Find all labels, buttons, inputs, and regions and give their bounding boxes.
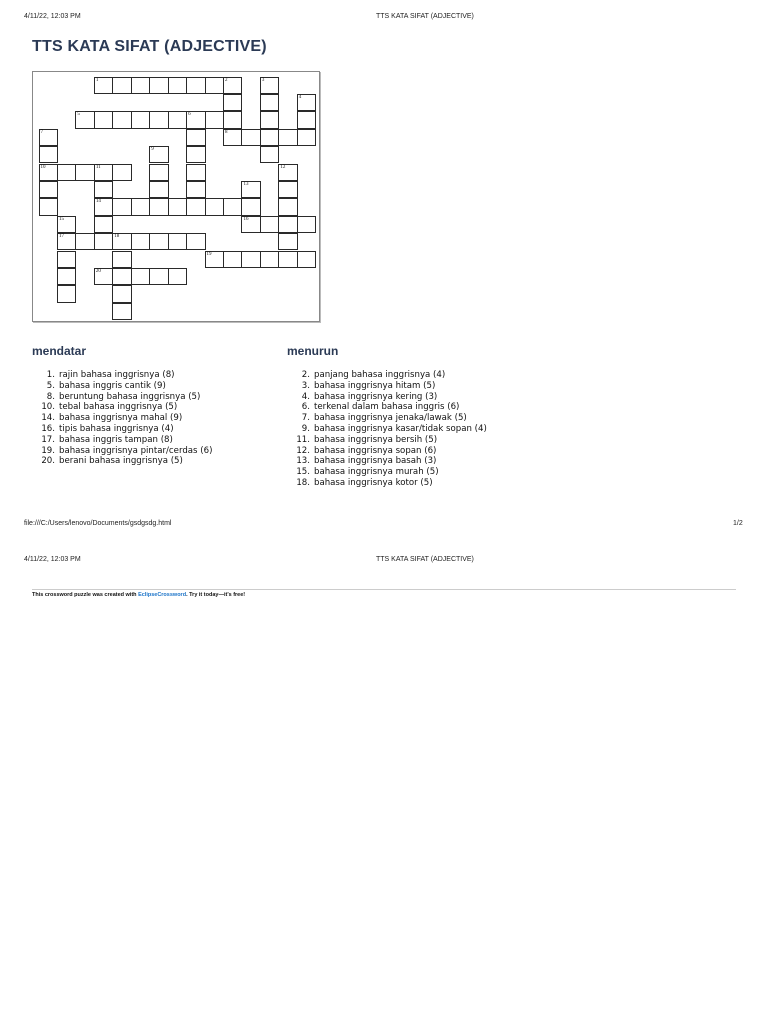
clue-number: 7. bbox=[301, 413, 310, 424]
clue-number: 13. bbox=[296, 456, 310, 467]
clue-item bbox=[32, 456, 272, 467]
puzzle-title: TTS KATA SIFAT (ADJECTIVE) bbox=[32, 38, 267, 55]
eclipsecrossword-link[interactable]: EclipseCrossword bbox=[138, 592, 187, 598]
clue-text: tebal bahasa inggrisnya (5) bbox=[59, 402, 178, 413]
clue-text: terkenal dalam bahasa inggris (6) bbox=[314, 402, 460, 413]
clue-item bbox=[32, 392, 272, 403]
clue-number: 12. bbox=[296, 445, 310, 456]
clue-number: 20. bbox=[41, 456, 55, 467]
clue-text: bahasa inggrisnya jenaka/lawak (5) bbox=[314, 413, 467, 424]
clue-text: tipis bahasa inggrisnya (4) bbox=[59, 423, 174, 434]
clue-item bbox=[287, 435, 492, 446]
page2-datetime: 4/11/22, 12:03 PM bbox=[24, 556, 81, 563]
clue-number: 9. bbox=[301, 423, 310, 434]
crossword-frame bbox=[32, 71, 320, 322]
clue-text: bahasa inggrisnya basah (3) bbox=[314, 456, 437, 467]
clue-text: berani bahasa inggrisnya (5) bbox=[59, 456, 183, 467]
clue-text: bahasa inggrisnya kotor (5) bbox=[314, 477, 433, 488]
clue-item bbox=[287, 456, 492, 467]
clue-number: 14. bbox=[41, 413, 55, 424]
clue-number: 15. bbox=[296, 467, 310, 478]
cell-number: 15 bbox=[58, 216, 64, 222]
cell-number: 7 bbox=[40, 129, 43, 135]
print-doc-title: TTS KATA SIFAT (ADJECTIVE) bbox=[376, 13, 474, 20]
cell-number: 14 bbox=[95, 199, 101, 205]
cell-number: 2 bbox=[225, 77, 228, 83]
clue-item bbox=[287, 424, 492, 435]
cell-number: 13 bbox=[243, 181, 249, 187]
cell-number: 19 bbox=[206, 251, 212, 257]
clue-item bbox=[287, 413, 492, 424]
across-heading: mendatar bbox=[32, 344, 87, 358]
clue-item bbox=[32, 402, 272, 413]
clue-text: bahasa inggrisnya murah (5) bbox=[314, 467, 439, 478]
clue-number: 17. bbox=[41, 434, 55, 445]
clue-number: 18. bbox=[296, 477, 310, 488]
cell-number: 8 bbox=[225, 129, 228, 135]
cell-number: 10 bbox=[40, 164, 46, 170]
page2-doc-title: TTS KATA SIFAT (ADJECTIVE) bbox=[376, 556, 474, 563]
clue-item bbox=[287, 381, 492, 392]
clue-number: 11. bbox=[296, 434, 310, 445]
clue-number: 8. bbox=[46, 391, 55, 402]
cell-number: 4 bbox=[298, 94, 302, 100]
clue-item bbox=[32, 370, 272, 381]
cell-number: 16 bbox=[243, 216, 249, 222]
clue-number: 4. bbox=[301, 391, 310, 402]
clue-number: 2. bbox=[301, 370, 310, 380]
clue-number: 5. bbox=[46, 380, 55, 391]
clue-text: bahasa inggrisnya sopan (6) bbox=[314, 445, 437, 456]
print-file-path: file:///C:/Users/lenovo/Documents/gsdgsdg.html bbox=[24, 520, 172, 527]
clue-text: bahasa inggris cantik (9) bbox=[59, 380, 166, 391]
clue-item bbox=[287, 402, 492, 413]
clue-text: bahasa inggrisnya mahal (9) bbox=[59, 413, 183, 424]
clue-item bbox=[32, 424, 272, 435]
down-clue-list bbox=[287, 370, 492, 489]
clue-text: panjang bahasa inggrisnya (4) bbox=[314, 370, 446, 380]
clue-text: bahasa inggrisnya kering (3) bbox=[314, 391, 438, 402]
cell-number: 1 bbox=[95, 77, 99, 83]
cell-number: 18 bbox=[114, 234, 120, 240]
cell-number: 17 bbox=[58, 234, 64, 240]
cell-number: 11 bbox=[95, 164, 101, 170]
clue-text: rajin bahasa inggrisnya (8) bbox=[59, 370, 175, 380]
print-datetime: 4/11/22, 12:03 PM bbox=[24, 13, 81, 20]
clue-number: 6. bbox=[301, 402, 310, 413]
clue-text: beruntung bahasa inggrisnya (5) bbox=[59, 391, 201, 402]
clue-text: bahasa inggrisnya pintar/cerdas (6) bbox=[59, 445, 213, 456]
clue-item bbox=[32, 435, 272, 446]
clue-text: bahasa inggrisnya hitam (5) bbox=[314, 380, 436, 391]
clue-item bbox=[287, 446, 492, 457]
cell-number: 20 bbox=[95, 268, 101, 274]
clue-number: 1. bbox=[46, 370, 55, 380]
clue-number: 19. bbox=[41, 445, 55, 456]
down-heading: menurun bbox=[287, 344, 339, 358]
cell-number: 9 bbox=[151, 147, 154, 153]
clue-item bbox=[287, 392, 492, 403]
cell-number: 5 bbox=[77, 112, 80, 118]
clue-item bbox=[32, 381, 272, 392]
credit-line bbox=[32, 592, 245, 598]
clue-item bbox=[32, 413, 272, 424]
cell-number: 3 bbox=[261, 77, 265, 83]
clue-item bbox=[32, 446, 272, 457]
clue-text: bahasa inggrisnya kasar/tidak sopan (4) bbox=[314, 423, 487, 434]
credit-text: This crossword puzzle was created with bbox=[32, 592, 139, 598]
across-clue-list bbox=[32, 370, 272, 467]
clue-text: bahasa inggris tampan (8) bbox=[59, 434, 173, 445]
clue-number: 3. bbox=[301, 380, 310, 391]
cell-number: 6 bbox=[188, 112, 191, 118]
clue-number: 16. bbox=[41, 423, 55, 434]
cell-number: 12 bbox=[280, 164, 286, 170]
clue-item bbox=[287, 370, 492, 381]
print-page-number: 1/2 bbox=[733, 520, 743, 527]
clue-item bbox=[287, 478, 492, 489]
clue-text: bahasa inggrisnya bersih (5) bbox=[314, 434, 438, 445]
divider bbox=[32, 589, 736, 590]
clue-item bbox=[287, 467, 492, 478]
clue-number: 10. bbox=[41, 402, 55, 413]
credit-tagline: . Try it today—it's free! bbox=[186, 592, 246, 598]
